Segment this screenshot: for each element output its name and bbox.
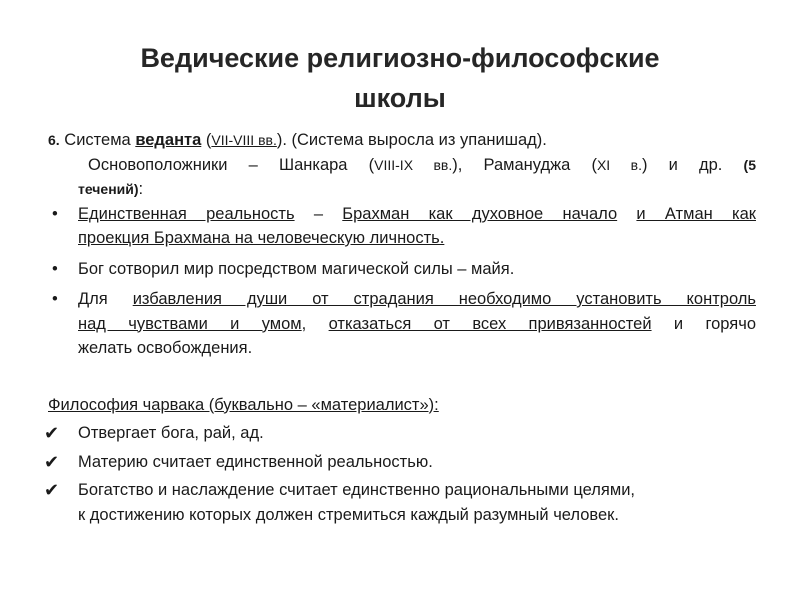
text: ( xyxy=(201,131,212,149)
text: Бог сотворил мир посредством магической силы – майя. xyxy=(78,259,515,278)
founders-line-2 xyxy=(48,177,756,202)
text: отказаться от всех привязанностей xyxy=(328,314,652,333)
check-icon: ✔ xyxy=(44,423,60,443)
text: Брахман как духовное начало xyxy=(342,204,618,223)
bullet-icon: • xyxy=(52,259,58,278)
list-item xyxy=(48,257,756,282)
text: : xyxy=(138,180,144,198)
text: течений) xyxy=(78,181,139,197)
text: , xyxy=(301,314,329,333)
text xyxy=(78,287,756,312)
text: – xyxy=(294,204,343,223)
title-line-2: школы xyxy=(354,83,446,113)
list-item xyxy=(44,450,756,475)
vedanta-intro xyxy=(48,128,756,153)
list-item xyxy=(48,202,756,251)
bullet-icon: • xyxy=(52,204,58,223)
slide-title xyxy=(80,38,720,118)
text: Материю считает единственной реальностью. xyxy=(78,452,433,471)
text: ), Рамануджа ( xyxy=(452,155,597,174)
text: желать освобождения. xyxy=(78,339,253,357)
text: проекция Брахмана на человеческую личность. xyxy=(78,229,445,247)
founders-line xyxy=(48,153,756,178)
bullet-icon: • xyxy=(52,290,58,308)
item-number: 6. xyxy=(48,132,60,148)
list-item xyxy=(44,421,756,446)
text: и горячо xyxy=(651,314,756,333)
text: над чувствами и умом xyxy=(78,314,302,333)
title-line-1: Ведические религиозно-философские xyxy=(140,43,660,73)
text: избавления души от страдания необходимо установить контроль xyxy=(132,290,756,308)
text: Отвергает бога, рай, ад. xyxy=(78,424,264,442)
text: Основоположники – Шанкара ( xyxy=(88,155,375,174)
text: Единственная реальность xyxy=(78,204,295,223)
vedanta-term: веданта xyxy=(135,131,202,149)
text: к достижению которых должен стремиться каждый разумный человек. xyxy=(78,505,619,524)
text xyxy=(617,205,636,223)
text: Для xyxy=(78,290,133,308)
check-icon: ✔ xyxy=(44,480,60,500)
text xyxy=(78,202,756,227)
text: XI в. xyxy=(596,156,642,173)
spacer xyxy=(48,361,756,393)
text: и Атман как xyxy=(636,204,756,223)
text: Богатство и наслаждение считает единственно рациональными целями, xyxy=(78,481,636,499)
text xyxy=(78,312,756,337)
charvaka-heading: Философия чарвака (буквально – «материалист»): xyxy=(48,395,439,414)
text: ) и др. xyxy=(641,155,744,174)
text: (5 xyxy=(743,156,756,173)
vedanta-period: VII-VIII вв. xyxy=(211,132,277,148)
text: ). (Система выросла из упанишад). xyxy=(276,131,547,149)
text: VIII-IX вв. xyxy=(374,156,453,173)
text: Система xyxy=(59,131,136,149)
check-icon: ✔ xyxy=(44,451,60,472)
slide-content xyxy=(44,128,756,527)
list-item xyxy=(48,287,756,361)
list-item xyxy=(44,478,756,527)
